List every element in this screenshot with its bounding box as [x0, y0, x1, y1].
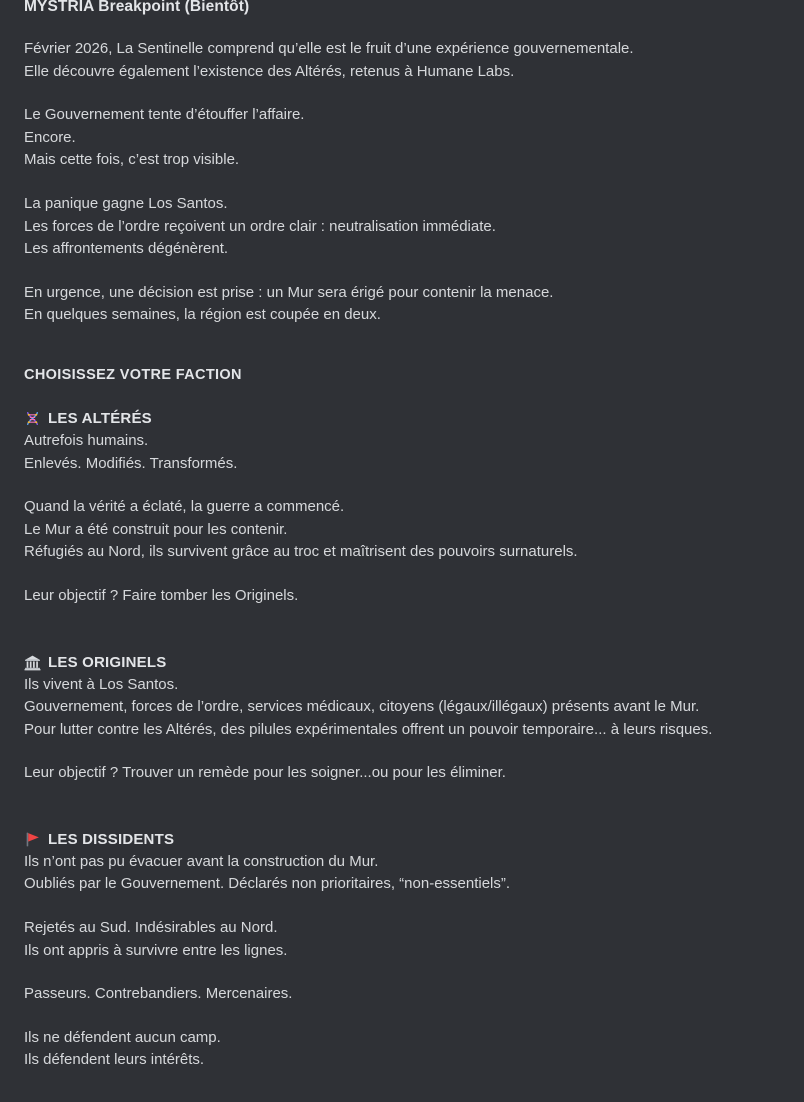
text-line: Quand la vérité a éclaté, la guerre a commencé. — [24, 498, 345, 516]
text-line: La panique gagne Los Santos. — [24, 194, 228, 212]
text-line: Autrefois humains. — [24, 431, 149, 449]
text-line: Le Gouvernement tente d’étouffer l’affaire. — [24, 106, 305, 124]
triangular-flag-icon — [24, 831, 41, 848]
text-line: Leur objectif ? Faire tomber les Originels. — [24, 586, 299, 604]
faction-heading — [24, 408, 780, 430]
faction-paragraph — [24, 496, 780, 564]
text-line: Passeurs. Contrebandiers. Mercenaires. — [24, 985, 293, 1003]
faction-heading — [24, 652, 780, 674]
page-title: MYSTRIA Breakpoint (Bientôt) — [24, 0, 250, 15]
text-line: Réfugiés au Nord, ils survivent grâce au troc et maîtrisent des pouvoirs surnaturels. — [24, 543, 578, 561]
text-line: Les forces de l’ordre reçoivent un ordre clair : neutralisation immédiate. — [24, 217, 496, 235]
faction-block-alteres — [24, 408, 780, 608]
text-line: En quelques semaines, la région est coupée en deux. — [24, 306, 381, 324]
faction-block-dissidents — [24, 829, 780, 1072]
spacer — [24, 741, 780, 762]
faction-paragraph — [24, 585, 780, 608]
dna-icon — [24, 410, 41, 427]
text-line: Leur objectif ? Trouver un remède pour les soigner...ou pour les éliminer. — [24, 764, 506, 782]
spacer — [24, 564, 780, 585]
text-line: Pour lutter contre les Altérés, des pilules expérimentales offrent un pouvoir temporaire... à leurs risques. — [24, 720, 713, 738]
text-line: Encore. — [24, 128, 76, 146]
text-line: Les affrontements dégénèrent. — [24, 240, 229, 258]
faction-name: LES ALTÉRÉS — [48, 409, 152, 427]
spacer — [24, 172, 780, 193]
text-line: Mais cette fois, c’est trop visible. — [24, 151, 240, 169]
spacer — [24, 785, 780, 829]
text-line: Le Mur a été construit pour les contenir. — [24, 520, 288, 538]
faction-heading — [24, 829, 780, 851]
faction-paragraph — [24, 1027, 780, 1072]
faction-block-originels — [24, 652, 780, 785]
faction-paragraph — [24, 762, 780, 785]
spacer — [24, 18, 780, 38]
text-line: Rejetés au Sud. Indésirables au Nord. — [24, 919, 278, 937]
spacer — [24, 327, 780, 365]
text-line: Ils ne défendent aucun camp. — [24, 1028, 221, 1046]
intro-paragraph-3 — [24, 193, 780, 261]
text-line: Oubliés par le Gouvernement. Déclarés non prioritaires, “non-essentiels”. — [24, 875, 511, 893]
faction-name: LES DISSIDENTS — [48, 830, 175, 848]
faction-paragraph — [24, 983, 780, 1006]
intro-paragraph-2 — [24, 104, 780, 172]
faction-paragraph — [24, 430, 780, 475]
faction-paragraph — [24, 674, 780, 742]
text-line: Ils n’ont pas pu évacuer avant la construction du Mur. — [24, 852, 379, 870]
text-line: Enlevés. Modifiés. Transformés. — [24, 454, 238, 472]
intro-paragraph-1 — [24, 38, 780, 83]
text-line: Elle découvre également l’existence des Altérés, retenus à Humane Labs. — [24, 62, 515, 80]
faction-paragraph — [24, 917, 780, 962]
faction-name: LES ORIGINELS — [48, 653, 167, 671]
text-line: Ils ont appris à survivre entre les lignes. — [24, 941, 288, 959]
text-line: Ils défendent leurs intérêts. — [24, 1051, 205, 1069]
text-line: Gouvernement, forces de l’ordre, services médicaux, citoyens (légaux/illégaux) présents avant le Mur. — [24, 698, 700, 716]
spacer — [24, 385, 780, 408]
spacer — [24, 475, 780, 496]
faction-paragraph — [24, 851, 780, 896]
text-line: Ils vivent à Los Santos. — [24, 675, 179, 693]
spacer — [24, 608, 780, 652]
spacer — [24, 962, 780, 983]
text-line: En urgence, une décision est prise : un Mur sera érigé pour contenir la menace. — [24, 283, 554, 301]
factions-section-heading: CHOISISSEZ VOTRE FACTION — [24, 366, 242, 383]
spacer — [24, 83, 780, 104]
spacer — [24, 896, 780, 917]
spacer — [24, 1006, 780, 1027]
classical-building-icon — [24, 654, 41, 671]
spacer — [24, 261, 780, 282]
text-line: Février 2026, La Sentinelle comprend qu’elle est le fruit d’une expérience gouvernementale. — [24, 40, 634, 57]
intro-paragraph-4 — [24, 282, 780, 327]
